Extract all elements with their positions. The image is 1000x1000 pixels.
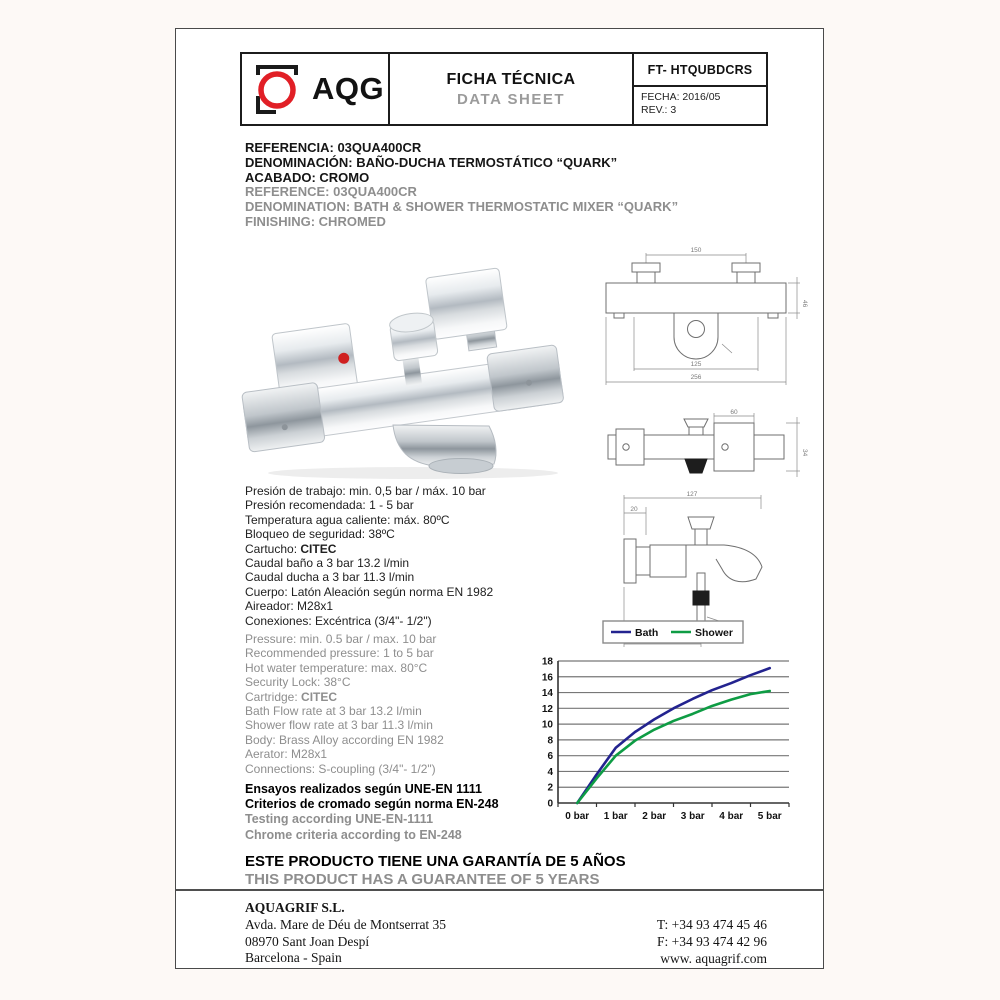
spec-line-cartridge <box>245 542 493 556</box>
datasheet-page <box>175 28 824 969</box>
spec-line: Temperatura agua caliente: máx. 80ºC <box>245 512 450 527</box>
y-tick-label: 4 <box>547 766 553 778</box>
dim-side-20: 20 <box>630 506 638 513</box>
spec-line: Aerator: M28x1 <box>245 747 328 762</box>
flow-rate-chart <box>541 611 806 861</box>
company-address <box>245 900 446 967</box>
spec-line: Shower flow rate at 3 bar 11.3 l/min <box>245 718 433 733</box>
spec-line: Caudal baño a 3 bar 13.2 l/min <box>245 556 410 571</box>
spec-line: Caudal ducha a 3 bar 11.3 l/min <box>245 570 415 585</box>
left-end-block <box>242 382 326 452</box>
right-handle <box>425 268 507 340</box>
y-tick-label: 18 <box>541 656 553 668</box>
x-tick-label: 3 bar <box>680 811 705 822</box>
cartridge-value: CITEC <box>301 689 338 704</box>
spout-outlet <box>429 459 493 474</box>
testing-es: Criterios de cromado según norma EN-248 <box>245 797 499 812</box>
reference-block <box>245 141 678 230</box>
address-line: Avda. Mare de Déu de Montserrat 35 <box>245 916 447 932</box>
footer-divider <box>176 889 823 891</box>
meta-cell <box>634 54 766 124</box>
dim-top-60: 60 <box>730 409 738 416</box>
denomination-en: DENOMINATION: BATH & SHOWER THERMOSTATIC MIXER “QUARK” <box>245 199 679 215</box>
spec-line: Presión recomendada: 1 - 5 bar <box>245 498 414 513</box>
y-tick-label: 2 <box>547 782 553 794</box>
spec-line: Conexiones: Excéntrica (3/4"- 1/2") <box>245 613 432 628</box>
x-tick-label: 1 bar <box>603 811 628 822</box>
y-tick-label: 8 <box>547 735 553 747</box>
testing-es: Ensayos realizados según UNE-EN 1111 <box>245 782 482 796</box>
logo-text: AQG <box>311 71 385 106</box>
warranty-en: THIS PRODUCT HAS A GUARANTEE OF 5 YEARS <box>245 871 600 888</box>
y-tick-label: 14 <box>541 688 553 700</box>
doc-date: FECHA: 2016/05 <box>641 91 721 103</box>
spec-line: Bath Flow rate at 3 bar 13.2 l/min <box>245 704 422 719</box>
cartridge-label: Cartucho: <box>245 541 301 556</box>
dim-side-127: 127 <box>686 491 698 498</box>
mixer-body-group <box>229 261 565 452</box>
phone-line: T: +34 93 474 45 46 <box>656 917 767 932</box>
testing-en: Chrome criteria according to EN-248 <box>245 827 462 842</box>
dim-front-125: 125 <box>690 361 702 368</box>
reference-es: REFERENCIA: 03QUA400CR <box>245 140 422 155</box>
legend-label-bath: Bath <box>635 627 659 639</box>
y-tick-label: 0 <box>547 798 553 810</box>
specs-spanish <box>245 484 493 628</box>
spec-line: Connections: S-coupling (3/4"- 1/2") <box>245 761 436 776</box>
testing-block <box>245 782 499 843</box>
spec-line: Body: Brass Alloy according EN 1982 <box>245 732 444 747</box>
company-name: AQUAGRIF S.L. <box>245 900 345 915</box>
spec-line: Cuerpo: Latón Aleación según norma EN 1982 <box>245 584 494 599</box>
technical-drawings <box>596 241 811 613</box>
title-cell <box>390 54 634 124</box>
footer <box>176 895 823 967</box>
x-tick-label: 4 bar <box>719 811 744 822</box>
address-line: Barcelona - Spain <box>245 950 342 966</box>
spec-line: Security Lock: 38°C <box>245 675 351 690</box>
warranty-es: ESTE PRODUCTO TIENE UNA GARANTÍA DE 5 AÑOS <box>245 853 626 870</box>
y-tick-label: 12 <box>541 703 553 715</box>
y-tick-label: 10 <box>541 719 553 731</box>
specs-english <box>245 632 444 776</box>
dim-front-256: 256 <box>690 374 702 381</box>
series-bath <box>577 668 770 803</box>
spec-line: Aireador: M28x1 <box>245 599 334 614</box>
address-line: 08970 Sant Joan Despí <box>245 933 370 949</box>
spec-line-cartridge <box>245 690 444 704</box>
header-table <box>240 52 768 126</box>
x-tick-label: 5 bar <box>757 811 782 822</box>
x-tick-label: 2 bar <box>642 811 667 822</box>
dim-front-46: 46 <box>801 300 808 308</box>
product-photo <box>228 235 573 480</box>
right-end-block <box>487 345 564 412</box>
y-tick-label: 16 <box>541 672 553 684</box>
drawing-top-view <box>608 409 808 477</box>
aqg-logo <box>246 60 384 118</box>
testing-en: Testing according UNE-EN-1111 <box>245 812 434 827</box>
x-tick-label: 0 bar <box>565 811 590 822</box>
denomination-es: DENOMINACIÓN: BAÑO-DUCHA TERMOSTÁTICO “QUARK” <box>245 154 618 170</box>
dim-front-150: 150 <box>690 247 702 254</box>
doc-title-en: DATA SHEET <box>456 90 566 108</box>
doc-meta <box>634 87 766 124</box>
logo-cell <box>242 54 390 124</box>
spec-line: Pressure: min. 0.5 bar / max. 10 bar <box>245 632 437 646</box>
doc-title-es: FICHA TÉCNICA <box>446 70 576 88</box>
spec-line: Recommended pressure: 1 to 5 bar <box>245 646 434 661</box>
aqg-logo-icon <box>246 60 310 118</box>
finish-es: ACABADO: CROMO <box>245 169 370 185</box>
finish-en: FINISHING: CHROMED <box>245 213 386 229</box>
fax-line: F: +34 93 474 42 96 <box>657 933 767 949</box>
spec-line: Presión de trabajo: min. 0,5 bar / máx. 10 bar <box>245 484 486 498</box>
spec-line: Hot water temperature: max. 80°C <box>245 660 428 675</box>
cartridge-value: CITEC <box>300 541 337 556</box>
cartridge-label: Cartridge: <box>245 689 302 704</box>
dim-top-34: 34 <box>801 449 808 457</box>
spec-line: Bloqueo de seguridad: 38ºC <box>245 527 395 542</box>
y-tick-label: 6 <box>547 751 553 763</box>
doc-code: FT- HTQUBDCRS <box>634 54 766 87</box>
website-line: www. aquagrif.com <box>660 950 767 966</box>
legend-label-shower: Shower <box>695 627 733 639</box>
reference-en: REFERENCE: 03QUA400CR <box>245 184 417 200</box>
drawing-front-view <box>606 247 808 385</box>
doc-rev: REV.: 3 <box>641 104 677 116</box>
company-contact <box>657 917 767 967</box>
photo-shadow <box>268 467 558 479</box>
